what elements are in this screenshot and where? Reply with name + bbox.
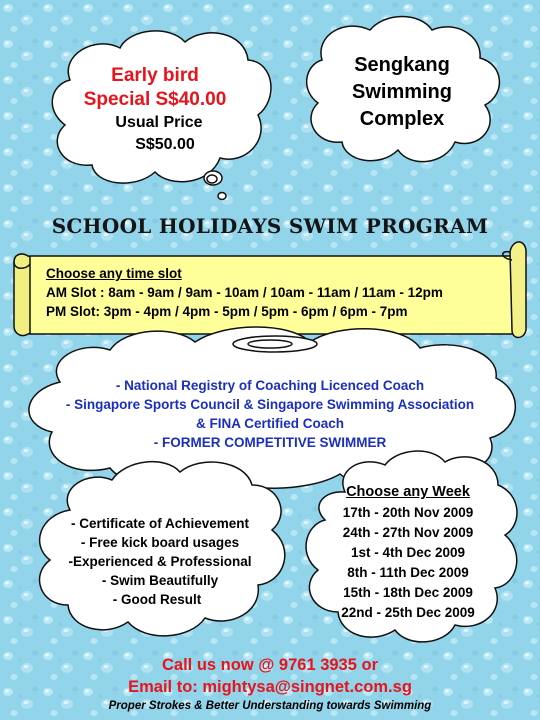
benefit-item: - Free kick board usages xyxy=(80,535,240,550)
week-item: 22nd - 25th Dec 2009 xyxy=(341,605,475,620)
benefit-item: -Experienced & Professional xyxy=(68,554,252,569)
coach-line-1: - National Registry of Coaching Licenced Coach xyxy=(115,378,425,393)
coach-text xyxy=(10,376,530,452)
weeks-heading: Choose any Week xyxy=(346,484,470,500)
week-item: 8th - 11th Dec 2009 xyxy=(347,565,469,580)
early-bird-line1: Early bird xyxy=(111,65,199,86)
usual-price-value: S$50.00 xyxy=(135,136,195,153)
pm-slot: PM Slot: 3pm - 4pm / 4pm - 5pm / 5pm - 6pm / 6pm - 7pm xyxy=(46,304,408,319)
venue-line3: Complex xyxy=(359,108,445,130)
coach-line-3: & FINA Certified Coach xyxy=(195,416,344,431)
benefit-item: - Good Result xyxy=(112,592,202,607)
benefit-item: - Swim Beautifully xyxy=(101,573,219,588)
contact-call: Call us now @ 9761 3935 or xyxy=(161,656,378,674)
weeks-text xyxy=(318,482,498,623)
week-item: 24th - 27th Nov 2009 xyxy=(342,525,474,540)
week-item: 1st - 4th Dec 2009 xyxy=(350,545,466,560)
week-item: 15th - 18th Dec 2009 xyxy=(343,585,473,600)
contact-email: Email to: mightysa@singnet.com.sg xyxy=(128,678,412,696)
tagline: Proper Strokes & Better Understanding towards Swimming xyxy=(108,700,432,712)
week-item: 17th - 20th Nov 2009 xyxy=(342,505,474,520)
benefits-text xyxy=(40,514,280,609)
venue-line1: Sengkang xyxy=(354,54,450,76)
usual-price-label: Usual Price xyxy=(115,114,203,131)
program-title: SCHOOL HOLIDAYS SWIM PROGRAM xyxy=(51,214,489,238)
venue-line2: Swimming xyxy=(351,81,452,103)
coach-line-2: - Singapore Sports Council & Singapore Swimming Association xyxy=(65,397,475,412)
early-bird-price: Special S$40.00 xyxy=(83,89,227,110)
benefit-item: - Certificate of Achievement xyxy=(70,516,250,531)
am-slot: AM Slot : 8am - 9am / 9am - 10am / 10am - 11am / 11am - 12pm xyxy=(46,285,443,300)
time-slot-heading: Choose any time slot xyxy=(46,266,182,281)
coach-line-4: - FORMER COMPETITIVE SWIMMER xyxy=(153,435,387,450)
venue-text xyxy=(318,52,486,133)
time-slot-text xyxy=(46,264,516,321)
early-bird-text xyxy=(55,64,255,156)
